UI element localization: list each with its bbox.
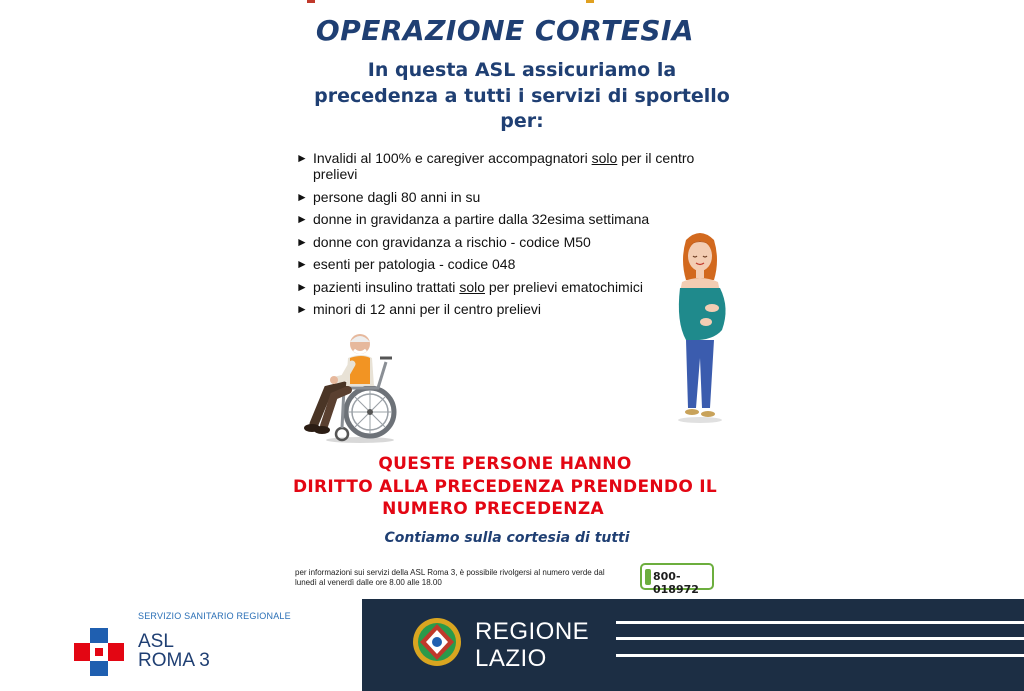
list-item: ► persone dagli 80 anni in su (296, 188, 481, 205)
wheelchair-icon (300, 328, 404, 446)
list-item: ► pazienti insulino trattati solo per prelievi ematochimici (296, 278, 643, 295)
bullet-arrow-icon: ► (296, 279, 308, 294)
footer-stripe (616, 654, 1024, 657)
regione-label-line-2: LAZIO (475, 645, 547, 672)
list-item: ► donne con gravidanza a rischio - codice M50 (296, 233, 591, 250)
intro-line-3: per: (500, 110, 544, 132)
eligibility-list (296, 150, 726, 324)
regione-label-line-1: REGIONE (475, 618, 590, 645)
bullet-arrow-icon: ► (296, 234, 308, 249)
info-text: per informazioni sui servizi della ASL Roma 3, è possibile rivolgersi al numero verde dal lunedì al venerdì dalle ore 8.00 alle 18.00 (295, 568, 605, 587)
asl-label-line-2: ROMA 3 (138, 650, 210, 671)
notice-line-1: QUESTE PERSONE HANNO (378, 454, 632, 474)
intro-line-1: In questa ASL assicuriamo la (367, 59, 677, 81)
top-decoration-left (307, 0, 315, 3)
notice-line-3: NUMERO PRECEDENZA (382, 499, 604, 519)
phone-icon (645, 569, 651, 585)
list-item: ► minori di 12 anni per il centro prelievi (296, 301, 541, 317)
bullet-arrow-icon: ► (296, 302, 308, 316)
bullet-arrow-icon: ► (296, 189, 308, 204)
list-item: ► donne in gravidanza a partire dalla 32esima settimana (296, 211, 650, 227)
intro-line-2: precedenza a tutti i servizi di sportello (314, 85, 730, 107)
closing-text: Contiamo sulla cortesia di tutti (384, 530, 630, 546)
ssr-label: SERVIZIO SANITARIO REGIONALE (138, 611, 291, 621)
footer-stripe (616, 637, 1024, 640)
pregnant-woman-icon (664, 230, 734, 426)
asl-label-line-1: ASL (138, 631, 174, 652)
list-item: ► Invalidi al 100% e caregiver accompagnatori solo per il centro prelievi (296, 150, 695, 182)
phone-number: 800-018972 (653, 570, 699, 596)
asl-cross-logo-icon (74, 628, 124, 676)
top-decoration-right (586, 0, 594, 3)
bullet-arrow-icon: ► (296, 257, 308, 271)
bullet-arrow-icon: ► (296, 212, 308, 226)
notice-line-2: DIRITTO ALLA PRECEDENZA PRENDENDO IL (292, 477, 718, 497)
bullet-arrow-icon: ► (296, 151, 308, 165)
regione-lazio-emblem-icon (412, 617, 462, 667)
footer-stripe (616, 621, 1024, 624)
toll-free-badge[interactable] (640, 563, 714, 596)
list-item: ► esenti per patologia - codice 048 (296, 256, 516, 272)
page-title: OPERAZIONE CORTESIA (315, 14, 695, 47)
